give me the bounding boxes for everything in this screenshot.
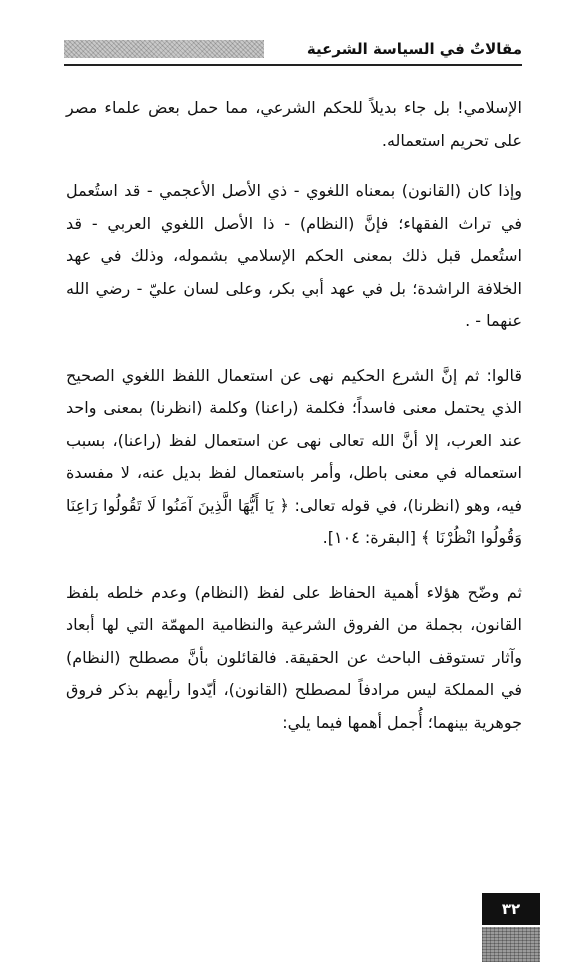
page-corner-texture [482, 927, 540, 962]
paragraph-4: ثم وضّح هؤلاء أهمية الحفاظ على لفظ (النظام) وعدم خلطه بلفظ القانون، بجملة من الفروق الشرعية والنظامية المهمّة التي لها أبعاد وآثار تستوقف الباحث عن الحقيقة. فالقائلون بأنَّ مصطلح (النظام) في المملكة ليس مرادفاً لمصطلح (القانون)، أيّدوا رأيهم بذكر فروق جوهرية بينهما؛ أُجمل أهمها فيما يلي: [66, 582, 522, 732]
paragraph-2: وإذا كان (القانون) بمعناه اللغوي - ذي الأصل الأعجمي - قد استُعمل في تراث الفقهاء؛ فإنَّ (النظام) - ذا الأصل اللغوي العربي - قد استُعمل قبل ذلك بمعنى الحكم الإسلامي بشموله، وذلك في عهد الخلافة الراشدة؛ بل في عهد أبي بكر، وعلى لسان عليّ - رضي الله عنهما - . [66, 181, 522, 330]
paragraph-3: قالوا: ثم إنَّ الشرع الحكيم نهى عن استعمال اللفظ اللغوي الصحيح الذي يحتمل معنى فاسداً؛ فكلمة (راعنا) وكلمة (انظرنا) بمعنى واحد عند العرب، إلا أنَّ الله تعالى نهى عن استعمال لفظ (راعنا)، بسبب استعماله في معنى باطل، وأمر باستعمال لفظ بديل عنه، لا مفسدة فيه، وهو (انظرنا)، في قوله تعالى: ﴿ يَا أَيُّهَا الَّذِينَ آمَنُوا لَا تَقُولُوا رَاعِنَا وَقُولُوا انْظُرْنَا ﴾ [البقرة: ١٠٤]. [66, 365, 522, 547]
header-decorative-band [64, 40, 264, 58]
body-text [66, 92, 522, 761]
paragraph-1: الإسلامي! بل جاء بديلاً للحكم الشرعي، مما حمل بعض علماء مصر على تحريم استعماله. [66, 98, 522, 150]
page-number: ٣٢ [482, 893, 540, 925]
header-title: مقالاتٌ في السياسة الشرعية [306, 40, 522, 58]
running-header [64, 38, 522, 66]
